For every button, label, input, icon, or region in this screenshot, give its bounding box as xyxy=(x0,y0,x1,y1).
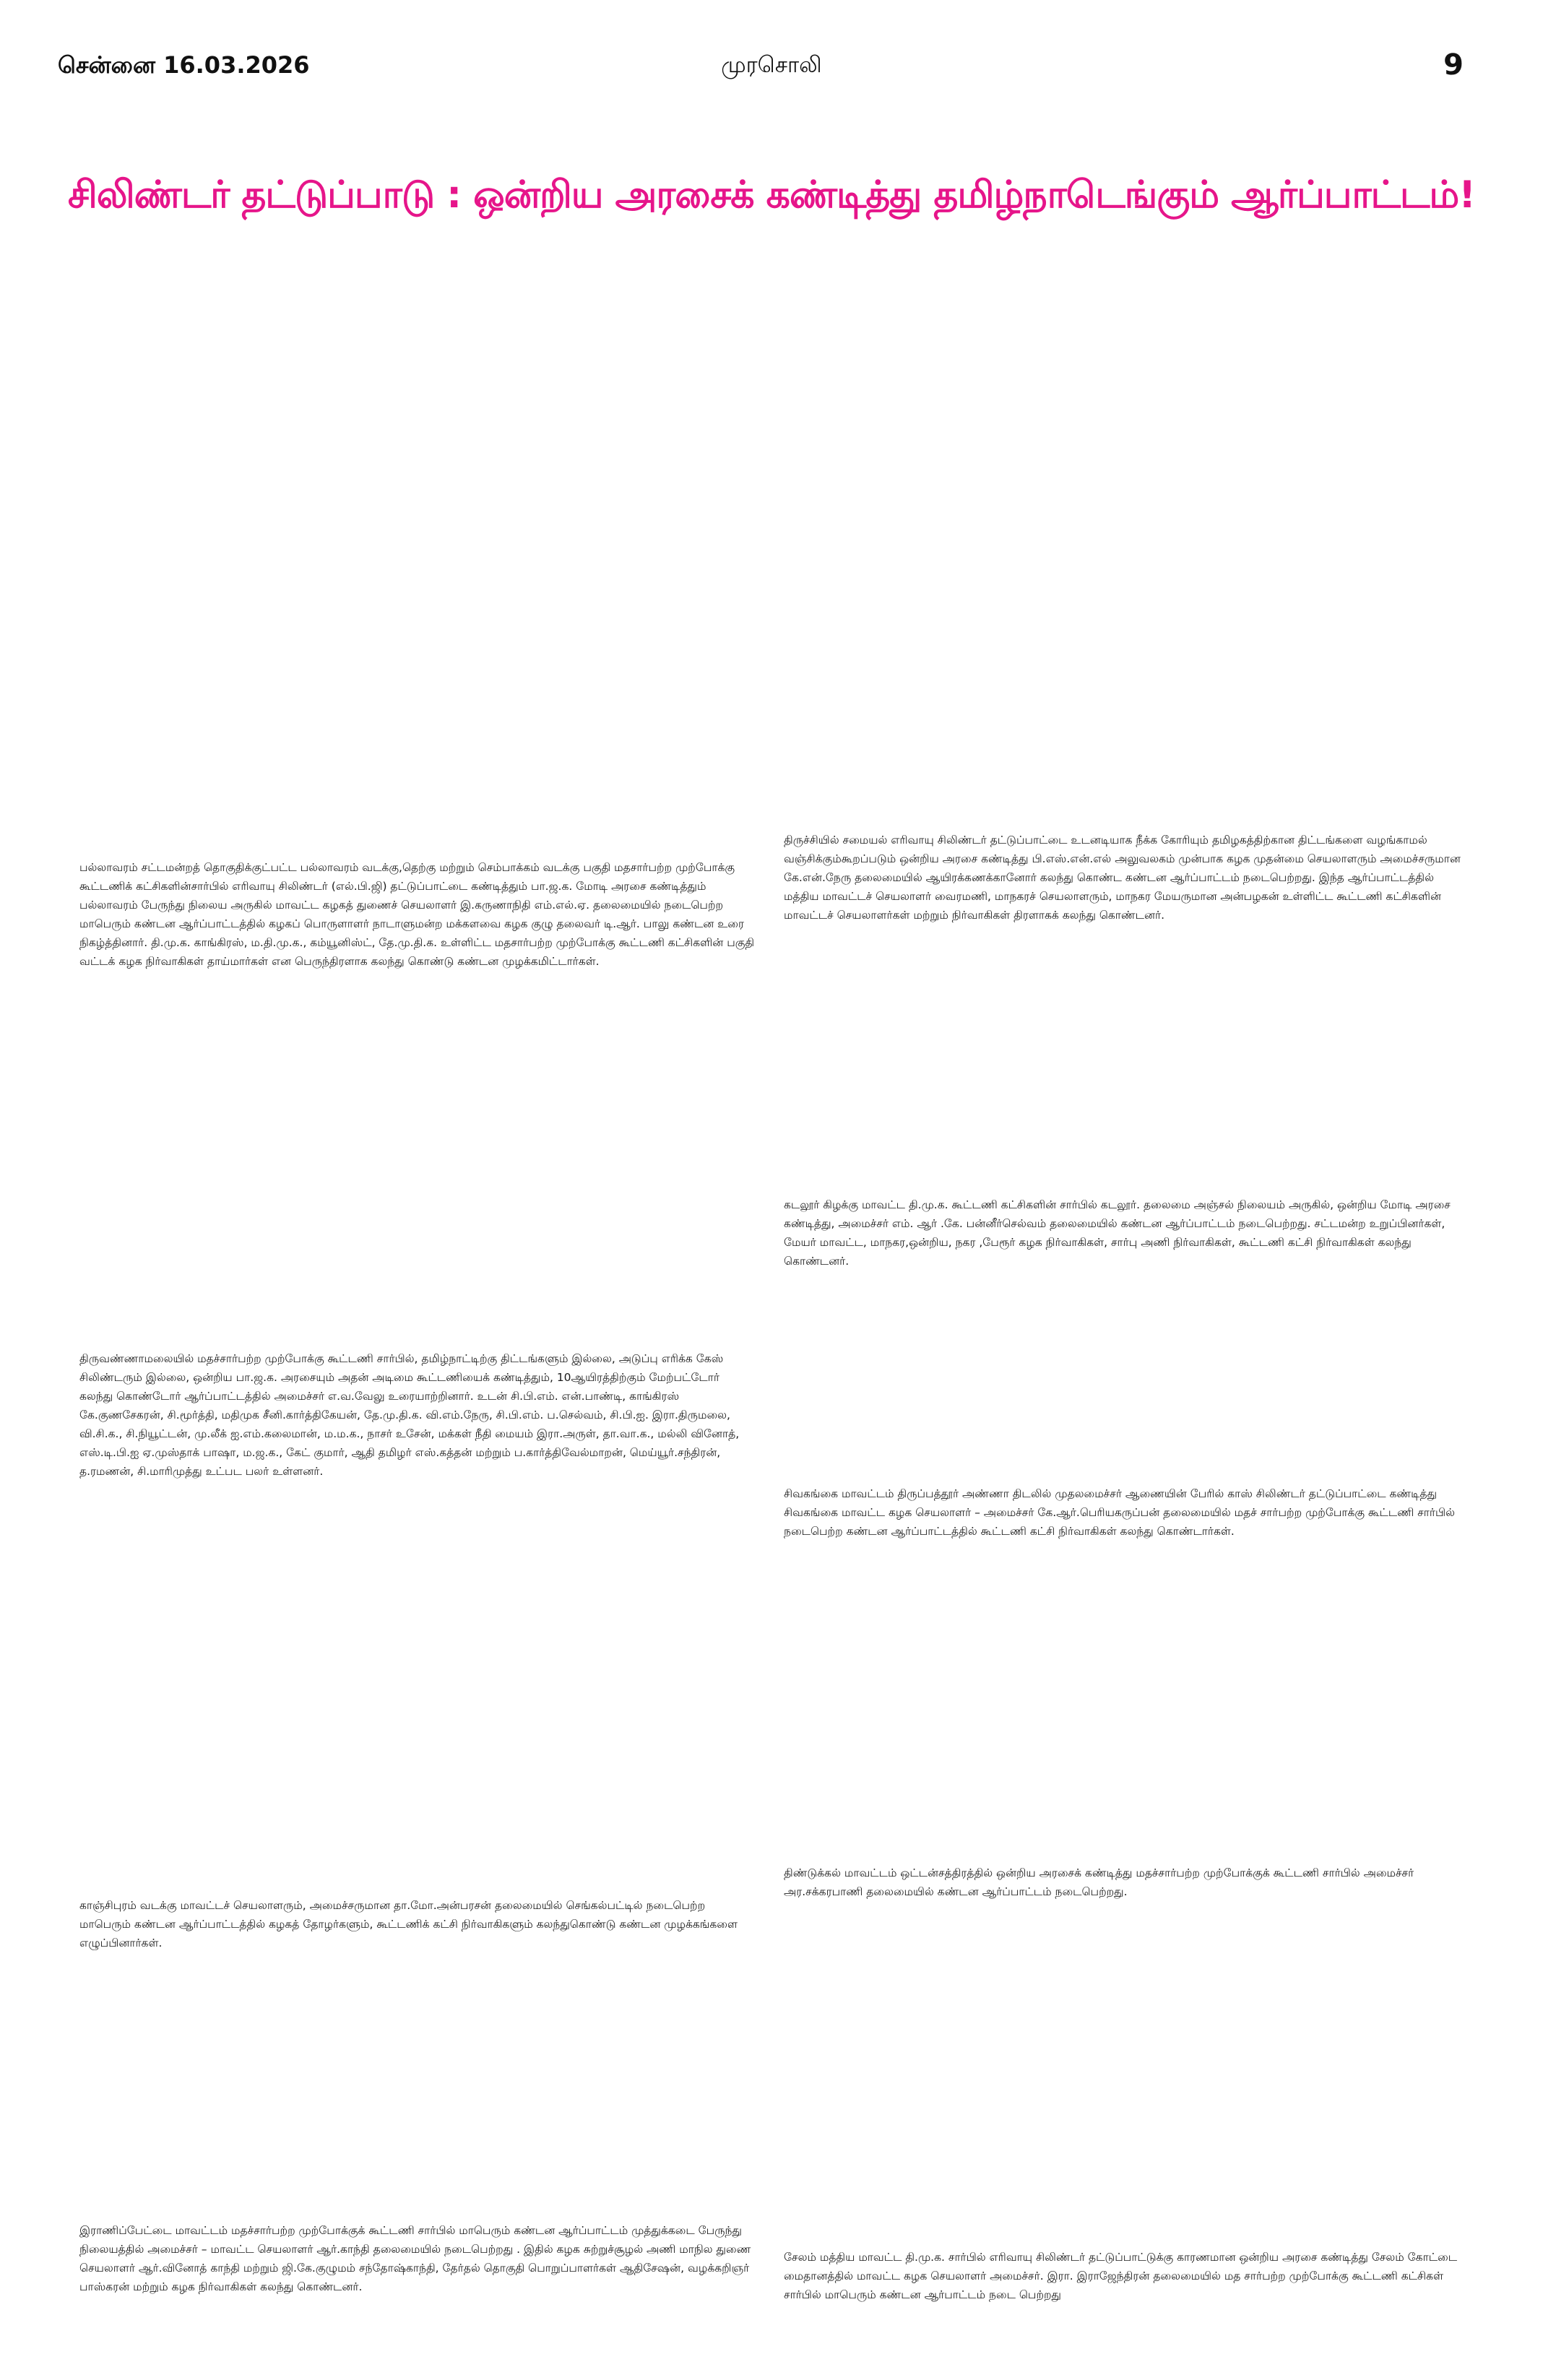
photo-caption-sivagangai: சிவகங்கை மாவட்டம் திருப்பத்தூர் அண்ணா திடலில் முதலமைச்சர் ஆணையின் பேரில் காஸ் சிலிண்டர் தட்டுப்பாட்டை கண்டித்து சிவகங்கை மாவட்ட கழக செயலாளர் – அமைச்சர் கே.ஆர்.பெரியகருப்பன் தலைமையில் மதச் சார்பற்ற முற்போக்கு கூட்டணி சார்பில் நடைபெற்ற கண்டன ஆர்ப்பாட்டத்தில் கூட்டணி கட்சி நிர்வாகிகள் கலந்து கொண்டார்கள். xyxy=(784,1487,1455,1538)
photo-caption-pallavaram: பல்லாவரம் சட்டமன்றத் தொகுதிக்குட்பட்ட பல்லாவரம் வடக்கு,தெற்கு மற்றும் செம்பாக்கம் வடக்கு பகுதி மதசார்பற்ற முற்போக்கு கூட்டணிக் கட்சிகளின்சார்பில் எரிவாயு சிலிண்டர் (எல்.பி.ஜி) தட்டுப்பாட்டை கண்டித்தும் பா.ஜ.க. மோடி அரசை கண்டித்தும் பல்லாவரம் பேருந்து நிலைய அருகில் மாவட்ட கழகத் துணைச் செயலாளர் இ.கருணாநிதி எம்.எல்.ஏ. தலைமையில் நடைபெற்ற மாபெரும் கண்டன ஆர்ப்பாட்டத்தில் கழகப் பொருளாளர் நாடாளுமன்ற மக்களவை கழக குழு தலைவர் டி.ஆர். பாலு கண்டன உரை நிகழ்த்தினார். தி.மு.க. காங்கிரஸ், ம.தி.மு.க., கம்யூனிஸ்ட், தே.மு.தி.க. உள்ளிட்ட மதசார்பற்ற முற்போக்கு கூட்டணி கட்சிகளின் பகுதி வட்டக் கழக நிர்வாகிகள் தாய்மார்கள் என பெருந்திரளாக கலந்து கொண்டு கண்டன முழக்கமிட்டார்கள். xyxy=(79,861,755,968)
photo-caption-dindigul: திண்டுக்கல் மாவட்டம் ஒட்டன்சத்திரத்தில் ஒன்றிய அரசைக் கண்டித்து மதச்சார்பற்ற முற்போக்குக் கூட்டணி சார்பில் அமைச்சர் அர.சக்கரபாணி தலைமையில் கண்டன ஆர்ப்பாட்டம் நடைபெற்றது. xyxy=(784,1866,1414,1898)
photo-caption-salem: சேலம் மத்திய மாவட்ட தி.மு.க. சார்பில் எரிவாயு சிலிண்டர் தட்டுப்பாட்டுக்கு காரணமான ஒன்றிய அரசை கண்டித்து சேலம் கோட்டை மைதானத்தில் மாவட்ட கழக செயலாளர் அமைச்சர். இரா. இராஜேந்திரன் தலைமையில் மத சார்பற்ற முற்போக்கு கூட்டணி கட்சிகள் சார்பில் மாபெரும் கண்டன ஆர்பாட்டம் நடை பெற்றது xyxy=(784,2251,1458,2301)
header-date: சென்னை 16.03.2026 xyxy=(58,51,310,79)
photo-caption-tiruvannamalai: திருவண்ணாமலையில் மதச்சார்பற்ற முற்போக்கு கூட்டணி சார்பில், தமிழ்நாட்டிற்கு திட்டங்களும் இல்லை, அடுப்பு எரிக்க கேஸ் சிலிண்டரும் இல்லை, ஒன்றிய பா.ஜ.க. அரசையும் அதன் அடிமை கூட்டணியைக் கண்டித்தும், 10ஆயிரத்திற்கும் மேற்பட்டோர் கலந்து கொண்டோர் ஆர்ப்பாட்டத்தில் அமைச்சர் எ.வ.வேலு உரையாற்றினார். உடன் சி.பி.எம். என்.பாண்டி, காங்கிரஸ் கே.குணசேகரன், சி.மூர்த்தி, மதிமுக சீனி.கார்த்திகேயன், தே.மு.தி.க. வி.எம்.நேரு, சி.பி.எம். ப.செல்வம், சி.பி.ஐ. இரா.திருமலை, வி.சி.க., சி.நியூட்டன், மு.லீக் ஐ.எம்.கலைமான், ம.ம.க., நாசர் உசேன், மக்கள் நீதி மையம் இரா.அருள், தா.வா.க., மல்லி வினோத், எஸ்.டி.பி.ஐ ஏ.முஸ்தாக் பாஷா, ம.ஜ.க., கேட் குமார், ஆதி தமிழர் எஸ்.கத்தன் மற்றும் ப.கார்த்திவேல்மாறன், மெய்யூர்.சந்திரன், த.ரமணன், சி.மாரிமுத்து உட்பட பலர் உள்ளனர். xyxy=(79,1352,740,1478)
photo-caption-kanchipuram: காஞ்சிபுரம் வடக்கு மாவட்டச் செயலாளரும், அமைச்சருமான தா.மோ.அன்பரசன் தலைமையில் செங்கல்பட்டில் நடைபெற்ற மாபெரும் கண்டன ஆர்ப்பாட்டத்தில் கழகத் தோழர்களும், கூட்டணிக் கட்சி நிர்வாகிகளும் கலந்துகொண்டு கண்டன முழக்கங்களை எழுப்பினார்கள். xyxy=(79,1899,738,1950)
header-page-number: 9 xyxy=(1443,48,1464,82)
photo-caption-trichy: திருச்சியில் சமையல் எரிவாயு சிலிண்டர் தட்டுப்பாட்டை உடனடியாக நீக்க கோரியும் தமிழகத்திற்கான திட்டங்களை வழங்காமல் வஞ்சிக்கும்கூறப்படும் ஒன்றிய அரசை கண்டித்து பி.எஸ்.என்.எல் அலுவலகம் முன்பாக கழக முதன்மை செயலாளரும் அமைச்சருமான கே.என்.நேரு தலைமையில் ஆயிரக்கணக்கானோர் கலந்து கொண்ட கண்டன ஆர்ப்பாட்டம் நடைபெற்றது. இந்த ஆர்ப்பாட்டத்தில் மத்திய மாவட்டச் செயலாளர் வைரமணி, மாநகரச் செயலாளரும், மாநகர மேயருமான அன்பழகன் உள்ளிட்ட கூட்டணி கட்சிகளின் மாவட்டச் செயலாளர்கள் மற்றும் நிர்வாகிகள் திரளாகக் கலந்து கொண்டனர். xyxy=(784,834,1461,922)
photo-caption-ranipet: இராணிப்பேட்டை மாவட்டம் மதச்சார்பற்ற முற்போக்குக் கூட்டணி சார்பில் மாபெரும் கண்டன ஆர்ப்பாட்டம் முத்துக்கடை பேருந்து நிலையத்தில் அமைச்சர் – மாவட்ட செயலாளர் ஆர்.காந்தி தலைமையில் நடைபெற்றது . இதில் கழக சுற்றுச்சூழல் அணி மாநில துணை செயலாளர் ஆர்.வினோத் காந்தி மற்றும் ஜி.கே.குழுமம் சந்தோஷ்காந்தி, தேர்தல் தொகுதி பொறுப்பாளர்கள் ஆதிசேஷன், வழக்கறிஞர் பாஸ்கரன் மற்றும் கழக நிர்வாகிகள் கலந்து கொண்டனர். xyxy=(79,2224,751,2293)
headline: சிலிண்டர் தட்டுப்பாடு : ஒன்றிய அரசைக் கண்டித்து தமிழ்நாடெங்கும் ஆர்ப்பாட்டம்! xyxy=(67,173,1475,217)
photo-caption-cuddalore: கடலூர் கிழக்கு மாவட்ட தி.மு.க. கூட்டணி கட்சிகளின் சார்பில் கடலூர். தலைமை அஞ்சல் நிலையம் அருகில், ஒன்றிய மோடி அரசை கண்டித்து, அமைச்சர் எம். ஆர் .கே. பன்னீர்செல்வம் தலைமையில் கண்டன ஆர்ப்பாட்டம் நடைபெற்றது. சட்டமன்ற உறுப்பினர்கள், மேயர் மாவட்ட, மாநகர,ஒன்றிய, நகர ,பேரூர் கழக நிர்வாகிகள், சார்பு அணி நிர்வாகிகள், கூட்டணி கட்சி நிர்வாகிகள் கலந்து கொண்டனர். xyxy=(784,1198,1451,1268)
header-paper-name: முரசொலி xyxy=(721,52,822,78)
